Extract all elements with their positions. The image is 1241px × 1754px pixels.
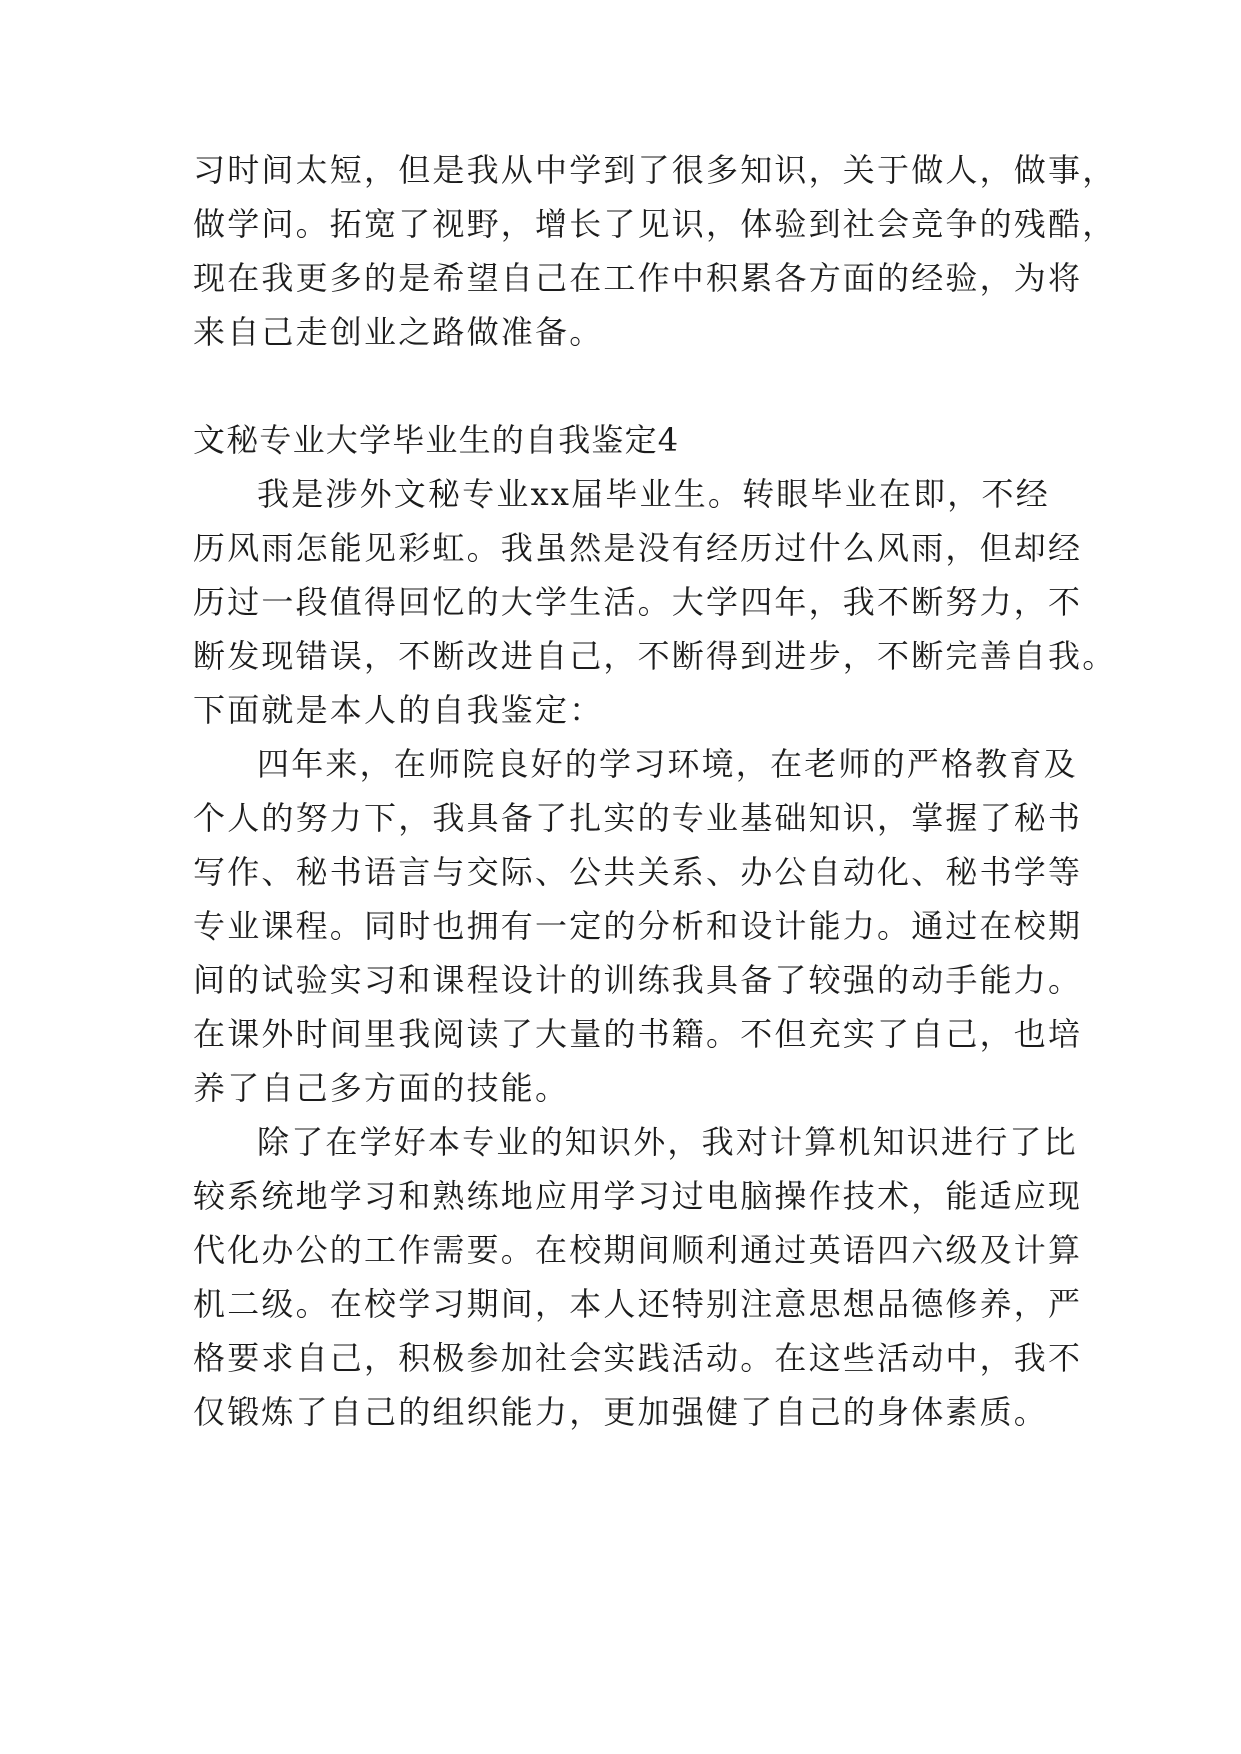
- paragraph-line: 个人的努力下，我具备了扎实的专业基础知识，掌握了秘书: [193, 799, 1083, 837]
- paragraph-line: 机二级。在校学习期间，本人还特别注意思想品德修养，严: [193, 1285, 1083, 1323]
- paragraph-line: 历过一段值得回忆的大学生活。大学四年，我不断努力，不: [193, 583, 1083, 621]
- paragraph-line: 代化办公的工作需要。在校期间顺利通过英语四六级及计算: [193, 1231, 1083, 1269]
- paragraph-line: 写作、秘书语言与交际、公共关系、办公自动化、秘书学等: [193, 853, 1083, 891]
- paragraph-line: 间的试验实习和课程设计的训练我具备了较强的动手能力。: [193, 961, 1083, 999]
- paragraph-line: 较系统地学习和熟练地应用学习过电脑操作技术，能适应现: [193, 1177, 1083, 1215]
- paragraph-line: 格要求自己，积极参加社会实践活动。在这些活动中，我不: [193, 1339, 1083, 1377]
- paragraph-line: 断发现错误，不断改进自己，不断得到进步，不断完善自我。: [193, 637, 1117, 675]
- paragraph-line: 下面就是本人的自我鉴定：: [193, 691, 604, 729]
- intro-line: 做学问。拓宽了视野，增长了见识，体验到社会竞争的残酷，: [193, 205, 1117, 243]
- section-title: 文秘专业大学毕业生的自我鉴定4: [193, 421, 680, 459]
- intro-line: 习时间太短，但是我从中学到了很多知识，关于做人，做事，: [193, 151, 1117, 189]
- paragraph-line: 历风雨怎能见彩虹。我虽然是没有经历过什么风雨，但却经: [193, 529, 1083, 567]
- intro-line: 来自己走创业之路做准备。: [193, 313, 604, 351]
- paragraph-line: 四年来，在师院良好的学习环境，在老师的严格教育及: [257, 745, 1078, 783]
- paragraph-line: 我是涉外文秘专业xx届毕业生。转眼毕业在即，不经: [257, 475, 1050, 513]
- paragraph-line: 专业课程。同时也拥有一定的分析和设计能力。通过在校期: [193, 907, 1083, 945]
- paragraph-line: 仅锻炼了自己的组织能力，更加强健了自己的身体素质。: [193, 1393, 1049, 1431]
- paragraph-line: 在课外时间里我阅读了大量的书籍。不但充实了自己，也培: [193, 1015, 1083, 1053]
- intro-line: 现在我更多的是希望自己在工作中积累各方面的经验，为将: [193, 259, 1083, 297]
- paragraph-line: 除了在学好本专业的知识外，我对计算机知识进行了比: [257, 1123, 1078, 1161]
- paragraph-line: 养了自己多方面的技能。: [193, 1069, 570, 1107]
